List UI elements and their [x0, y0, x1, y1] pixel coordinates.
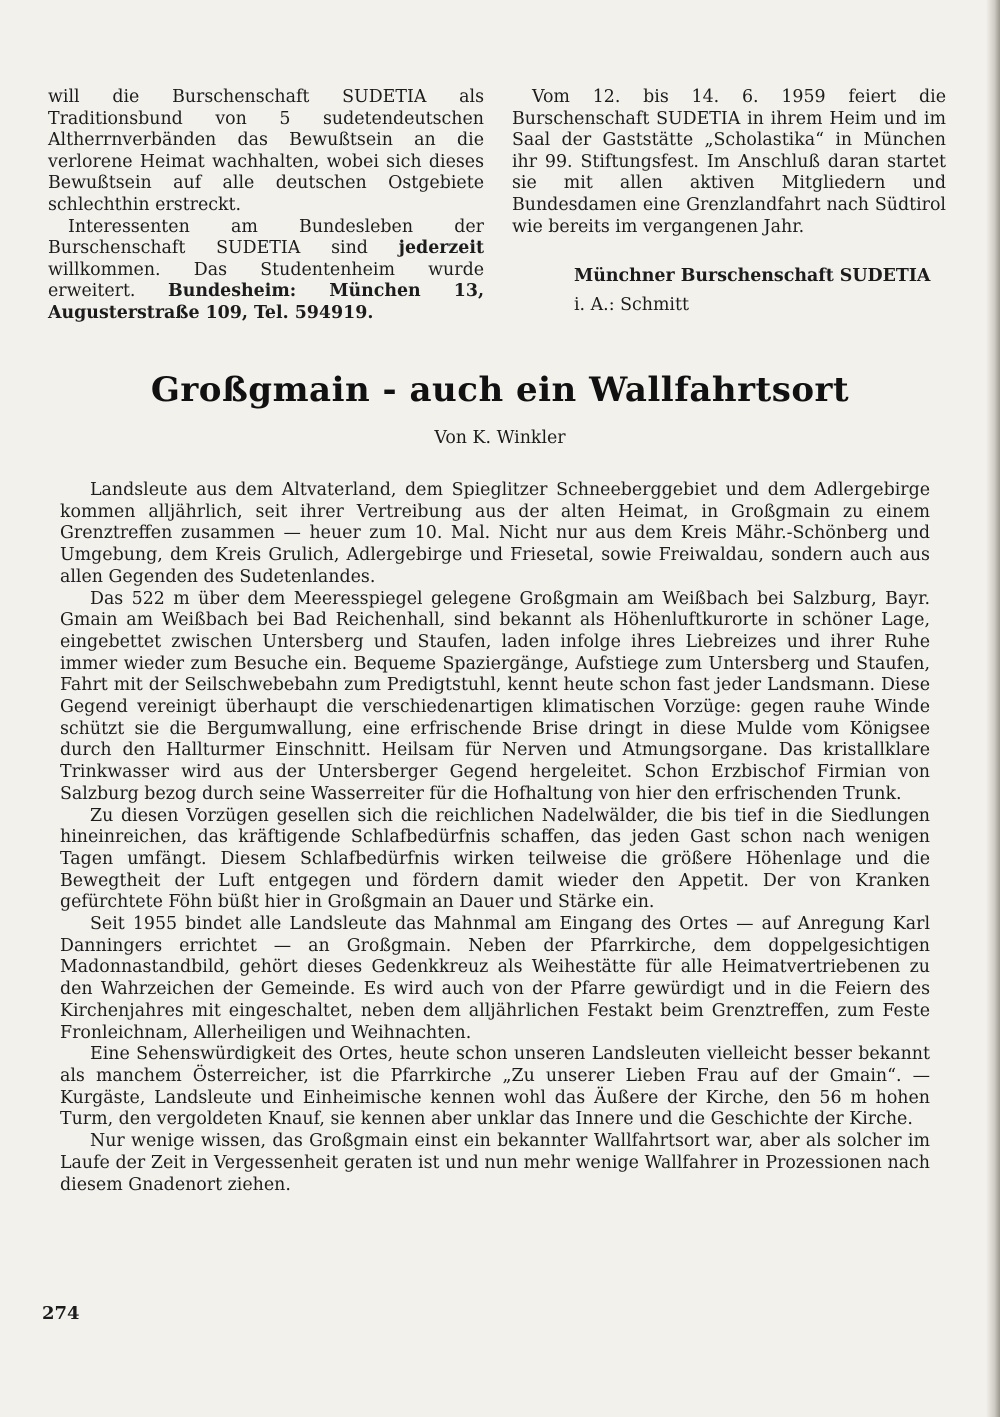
- article-paragraph: Das 522 m über dem Meeresspiegel gelegene Großgmain am Weißbach bei Salzburg, Bayr. Gmain am Weißbach bei Bad Reichenhall, sind bekannt als Höhenluftkurorte in schöner Lage, eingebettet zwischen Untersberg und Staufen, laden infolge ihres Liebreizes und ihrer Ruhe immer wieder zum Besuche ein. Bequeme Spaziergänge, Aufstiege zum Untersberg und Staufen, Fahrt mit der Seilschwebebahn zum Predigtstuhl, kennt heute schon fast jeder Landsmann. Diese Gegend vereinigt überhaupt die verschiedenartigen klimatischen Vorzüge: gegen rauhe Winde schützt sie die Bergumwallung, eine erfrischende Brise dringt in diese Mulde vom Königsee durch den Hallturmer Einschnitt. Heilsam für Nerven und Atmungsorgane. Das kristallklare Trinkwasser wird aus der Untersberger Gegend hergeleitet. Schon Erzbischof Firmian von Salzburg bezog durch seine Wasserreiter für die Hofhaltung von hier den erfrischenden Trunk.: [60, 588, 930, 804]
- right-paragraph-1: Vom 12. bis 14. 6. 1959 feiert die Burschenschaft SUDETIA in ihrem Heim und im Saal der Gaststätte „Scholastika“ in München ihr 99. Stiftungsfest. Im Anschluß daran startet sie mit allen aktiven Mitgliedern und Bundesdamen eine Grenzlandfahrt nach Südtirol wie bereits im vergangenen Jahr.: [512, 87, 946, 237]
- article-body: [60, 480, 930, 1196]
- left-p2-text-a: Interessenten am Bundesleben der Burschenschaft SUDETIA sind: [48, 216, 484, 259]
- article-paragraph: Nur wenige wissen, das Großgmain einst ein bekannter Wallfahrtsort war, aber als solcher im Laufe der Zeit in Vergessenheit geraten ist und nun mehr wenige Wallfahrer in Prozessionen nach diesem Gnadenort ziehen.: [60, 1131, 930, 1195]
- signature-name: i. A.: Schmitt: [574, 295, 689, 315]
- page-number: 274: [42, 1303, 80, 1324]
- left-p2-emphasis: jederzeit: [398, 238, 484, 259]
- article-author: Von K. Winkler: [434, 428, 566, 448]
- left-paragraph-1: will die Burschenschaft SUDETIA als Traditionsbund von 5 sudetendeutschen Altherrnverbänden das Bewußtsein an die verlorene Heimat wachhalten, wobei sich dieses Bewußtsein auf alle deutschen Ostgebiete schlechthin erstreckt.: [48, 87, 484, 215]
- article-paragraph: Eine Sehenswürdigkeit des Ortes, heute schon unseren Landsleuten vielleicht besser bekannt als manchem Österreicher, ist die Pfarrkirche „Zu unserer Lieben Frau auf der Gmain“. — Kurgäste, Landsleute und Einheimische kennen wohl das Äußere der Kirche, den 56 m hohen Turm, den vergoldeten Knauf, sie kennen aber unklar das Innere und die Geschichte der Kirche.: [60, 1044, 930, 1130]
- left-column: [48, 87, 484, 325]
- left-paragraph-2: [48, 217, 484, 325]
- article-paragraph: Landsleute aus dem Altvaterland, dem Spieglitzer Schneeberggebiet und dem Adlergebirge kommen alljährlich, seit ihrer Vertreibung aus der alten Heimat, in Großgmain zu einem Grenztreffen zusammen — heuer zum 10. Mal. Nicht nur aus dem Kreis Mähr.-Schönberg und Umgebung, dem Kreis Grulich, Adlergebirge und Friesetal, sowie Freiwaldau, sondern auch aus allen Gegenden des Sudetenlandes.: [60, 480, 930, 587]
- left-p2-text-c: willkommen. Das Studentenheim wurde erweitert.: [48, 259, 484, 302]
- article-paragraph: Seit 1955 bindet alle Landsleute das Mahnmal am Eingang des Ortes — auf Anregung Karl Danningers errichtet — an Großgmain. Neben der Pfarrkirche, dem doppelgesichtigen Madonnastandbild, gehört dieses Gedenkkreuz als Weihestätte für alle Heimatvertriebenen zu den Wahrzeichen der Gemeinde. Es wird auch von der Pfarre gewürdigt und in die Feiern des Kirchenjahres mit eingeschaltet, neben dem alljährlichen Festakt beim Grenztreffen, zum Feste Fronleichnam, Allerheiligen und Weihnachten.: [60, 914, 930, 1043]
- left-p2-address: Bundesheim: München 13, Augusterstraße 109, Tel. 594919.: [48, 281, 485, 323]
- article-paragraph: Zu diesen Vorzügen gesellen sich die reichlichen Nadelwälder, die bis tief in die Siedlungen hineinreichen, das kräftigende Schlafbedürfnis schaffen, das jeden Gast schon nach wenigen Tagen umfängt. Diesem Schlafbedürfnis wirken teilweise die größere Höhenlage und die Bewegtheit der Luft entgegen und fördern damit wieder den Appetit. Der von Kranken gefürchtete Föhn büßt hier in Großgmain an Dauer und Stärke ein.: [60, 805, 930, 913]
- right-column: [512, 87, 946, 238]
- article-title: Großgmain - auch ein Wallfahrtsort: [150, 370, 850, 410]
- page-edge-shadow: [986, 0, 1000, 1417]
- signature-organization: Münchner Burschenschaft SUDETIA: [574, 266, 931, 286]
